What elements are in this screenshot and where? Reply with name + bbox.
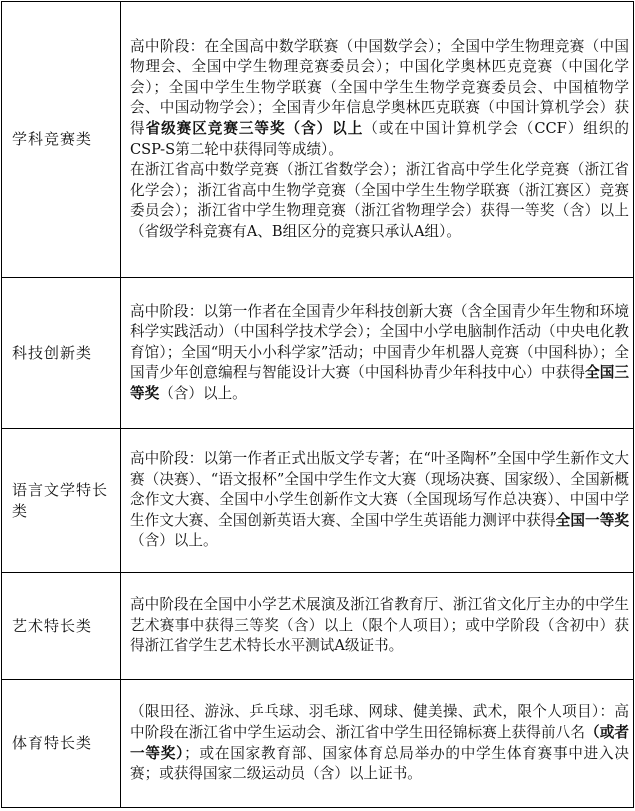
- text: 高中阶段：在全国高中数学联赛（中国数学会）；全国中学生物理竞赛（中国物理会、全国中学生物理竞赛委员会）；中国化学奥林匹克竞赛（中国化学会）；全国中学生生物学联赛（全国中学生生物学竞赛委员会、中国植物学会、中国动物学会）；全国青少年信息学奥林匹克联赛（中国计算机学会）获得: [130, 37, 629, 137]
- paragraph: 在浙江省高中数学竞赛（浙江省数学会）；浙江省高中学生化学竞赛（浙江省化学会）；浙江省高中生物学竞赛（全国中学生生物学联赛（浙江赛区）竞赛委员会）；浙江省中学生物理竞赛（浙江省物理学会）获得一等奖（含）以上（省级学科竞赛有A、B组区分的竞赛只承认A组）。: [130, 161, 629, 240]
- table-row: [2, 573, 634, 680]
- table-row: [2, 429, 634, 573]
- text: （含）以上。: [159, 384, 247, 402]
- bold-text: 全国三等奖: [130, 364, 629, 402]
- paragraph: [130, 702, 629, 784]
- text: （或在中国计算机学会（CCF）组织的CSP-S第二轮中获得同等成绩）。: [130, 119, 629, 158]
- paragraph: 高中阶段在全国中小学艺术展演及浙江省教育厅、浙江省文化厅主办的中学生艺术赛事中获得三等奖（含）以上（限个人项目）；或中学阶段（含初中）获得浙江省学生艺术特长水平测试A级证书。: [130, 596, 629, 655]
- paragraph: [130, 302, 629, 405]
- table-row: [2, 2, 634, 278]
- bold-text: 省级赛区竞赛三等奖（含）以上: [145, 119, 364, 137]
- category-cell: 学科竞赛类: [2, 2, 121, 278]
- bold-text: （或者一等奖）: [130, 723, 629, 762]
- requirements-table: [1, 1, 634, 808]
- text: （含）以上。: [130, 532, 218, 550]
- content-cell: [121, 680, 634, 808]
- paragraph: [130, 449, 629, 552]
- text: 高中阶段：以第一作者在全国青少年科技创新大赛（含全国青少年生物和环境科学实践活动）（中国科学技术学会）；全国中小学电脑制作活动（中央电化教育馆）；全国“明天小小科学家”活动；中国青少年机器人竞赛（中国科协）；全国青少年创意编程与智能设计大赛（中国科协青少年科技中心）中获得: [130, 302, 629, 382]
- text: ；或在国家教育部、国家体育总局举办的中学生体育赛事中进入决赛；或获得国家二级运动员（含）以上证书。: [130, 744, 629, 783]
- content-cell: [121, 2, 634, 278]
- text: （限田径、游泳、乒乓球、羽毛球、网球、健美操、武术，限个人项目）：高中阶段在浙江省中学生运动会、浙江省中学生田径锦标赛上获得前八名: [130, 703, 629, 741]
- category-cell: 体育特长类: [2, 680, 121, 808]
- table-row: [2, 680, 634, 808]
- paragraph: [130, 37, 629, 161]
- category-cell: 艺术特长类: [2, 573, 121, 680]
- content-cell: [121, 278, 634, 429]
- content-cell: [121, 429, 634, 573]
- table-row: [2, 278, 634, 429]
- content-cell: [121, 573, 634, 680]
- category-cell: 科技创新类: [2, 278, 121, 429]
- category-cell: 语言文学特长类: [2, 429, 121, 573]
- text: 高中阶段：以第一作者正式出版文学专著；在“叶圣陶杯”全国中学生新作文大赛（决赛）、“语文报杯”全国中学生作文大赛（现场决赛、国家级）、全国新概念作文大赛、全国中小学生创新作文大赛（全国现场写作总决赛）、中国中学生作文大赛、全国创新英语大赛、全国中学生英语能力测评中获得: [130, 450, 629, 529]
- bold-text: 全国一等奖: [555, 511, 629, 529]
